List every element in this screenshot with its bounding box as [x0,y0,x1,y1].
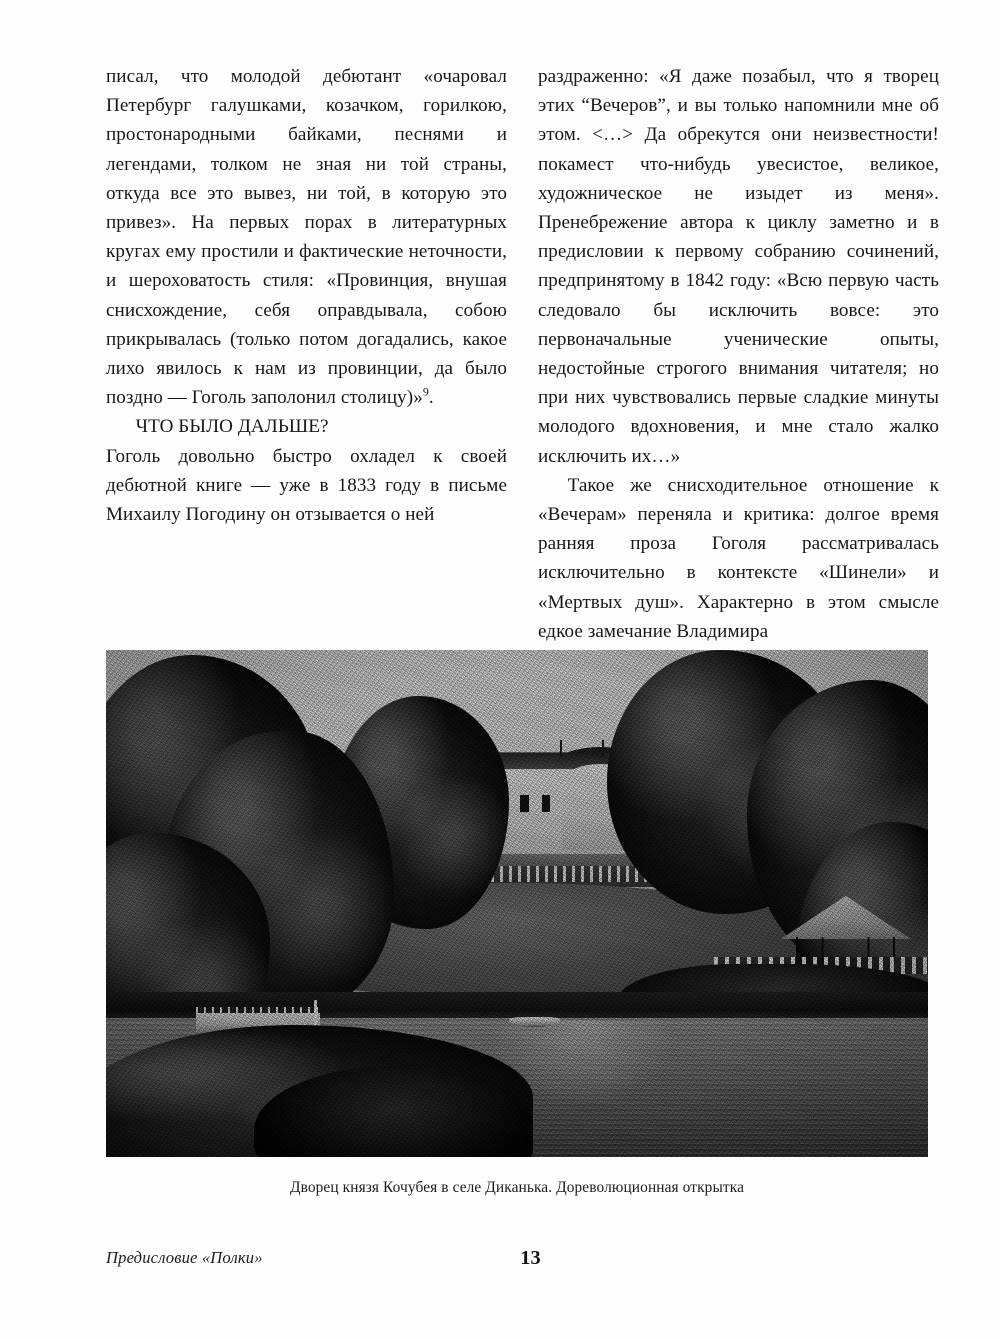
right-paragraph-1: раздраженно: «Я даже позабыл, что я творец этих “Вечеров”, и вы только напомнили мне об этом. <…> Да обрекутся они неизвестности! покамест что-нибудь увесистое, великое, художническое не изыдет из меня». Пренебрежение автора к циклу заметно и в предисловии к первому собранию сочинений, предпринятому в 1842 году: «Всю первую часть следовало бы исключить вовсе: это первоначальные ученические опыты, недостойные строгого внимания читателя; но при них чувствовались первые сладкие минуты молодого вдохновения, и мне стало жалко исключить их…» [538,66,939,467]
photo-roof-mast [602,740,604,757]
left-column [106,62,507,622]
left-paragraph-2: Гоголь довольно быстро охладел к своей дебютной книге — уже в 1833 году в письме Михаилу Погодину он отзывается о ней [106,445,507,526]
running-head: Предисловие «Полки» [106,1248,263,1267]
right-column [538,62,939,642]
figure-photograph [106,650,928,1157]
left-paragraph-1 [106,62,507,412]
photo-window [542,795,551,812]
page-footer [106,1246,939,1272]
photo-window [520,795,529,812]
left-paragraph-1-tail: . [428,387,434,409]
figure-caption: Дворец князя Кочубея в селе Диканька. Дореволюционная открытка [289,1179,745,1196]
text-columns [106,62,939,642]
page-number: 13 [520,1247,541,1269]
footnote-marker-9[interactable]: 9 [422,384,429,399]
photo-roof-mast [560,740,562,757]
left-paragraph-1-text: писал, что молодой дебютант «очаровал Петербург галушками, козачком, горилкою, простонародными байками, песнями и легендами, толком не зная ни той страны, откуда все это вывез, ни той, в которую это привез». На первых порах в литературных кругах ему простили и фактические неточности, и шероховатость стиля: «Провинция, внушая снисхождение, себя оправдывала, собою прикрывалась (только потом догадались, какое лихо явилось к нам из провинции, да было поздно — Гоголь заполонил столицу)» [106,66,507,409]
right-paragraph-2: Такое же снисходительное отношение к «Вечерам» переняла и критика: долгое время ранняя проза Гоголя рассматривалась исключительно в контексте «Шинели» и «Мертвых душ». Характерно в этом смысле едкое замечание Владимира [538,474,939,642]
photo-dikanka-palace [106,650,928,1157]
section-heading: ЧТО БЫЛО ДАЛЬШЕ? [135,416,329,438]
